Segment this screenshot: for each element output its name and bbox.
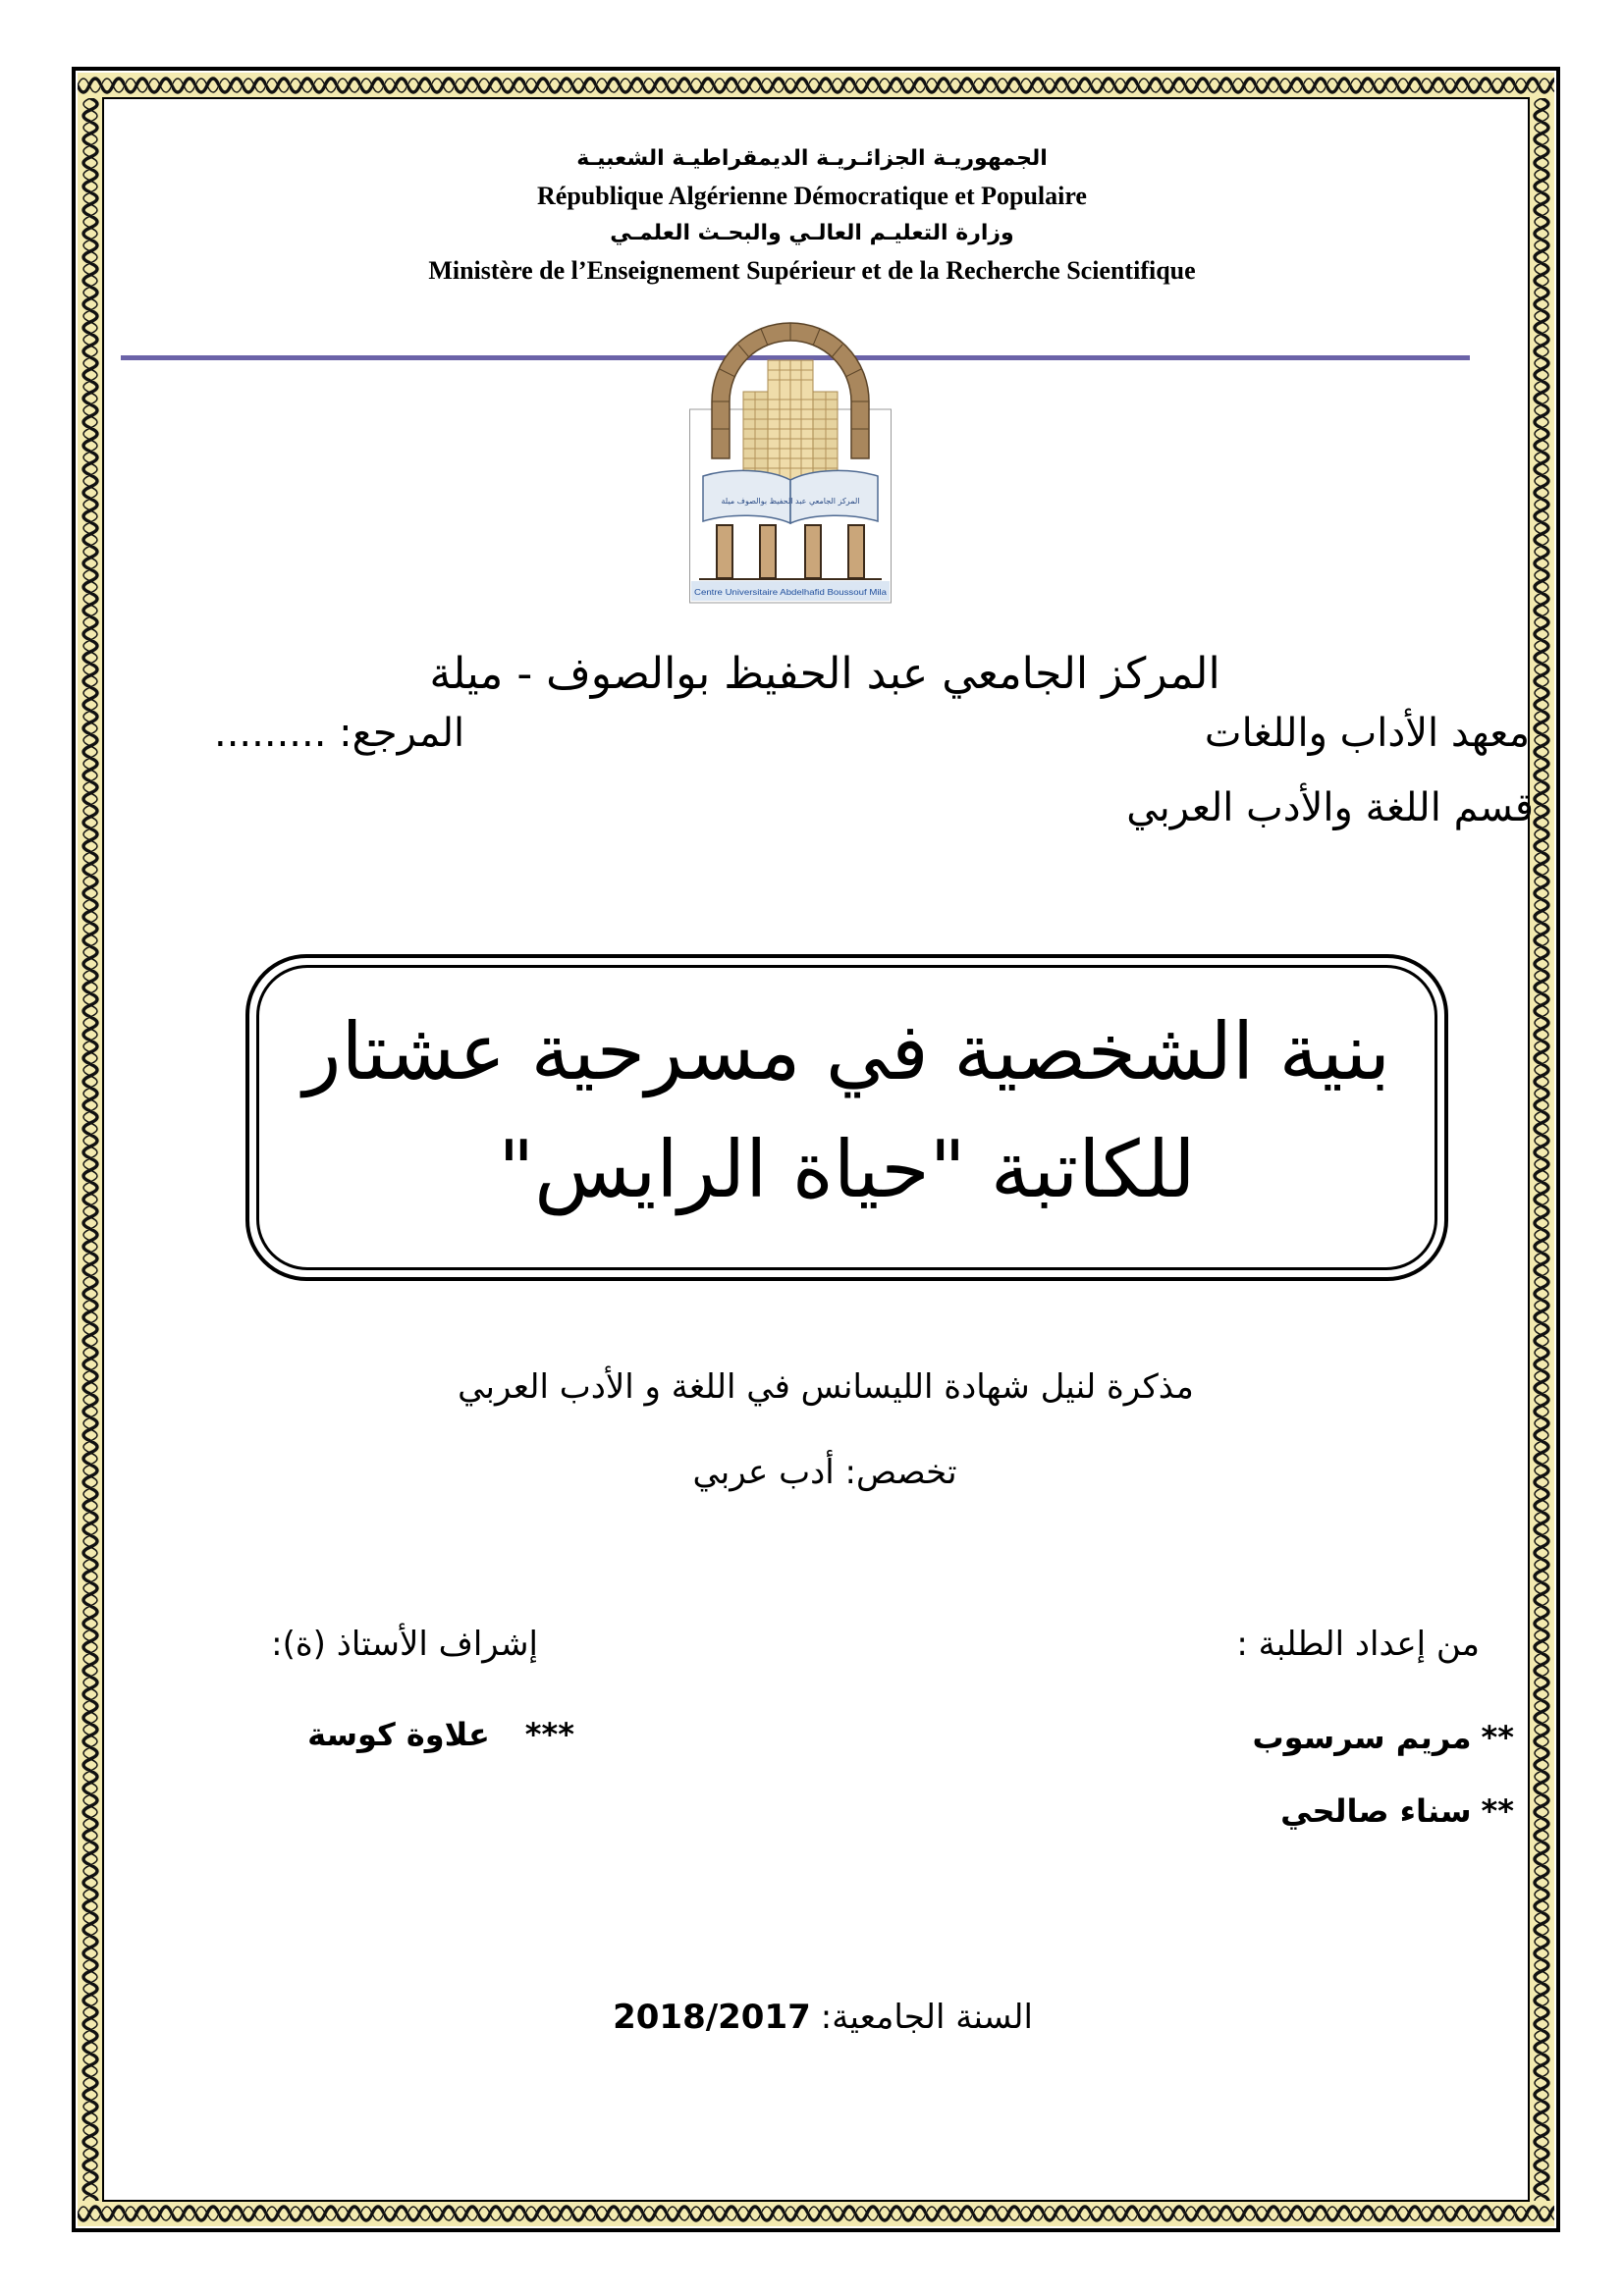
supervisor-label: إشراف الأستاذ (ة): <box>271 1625 538 1664</box>
academic-year-value: 2018/2017 <box>613 1998 811 2037</box>
logo-caption: Centre Universitaire Abdelhafid Boussouf Mila <box>694 587 888 597</box>
reference-number: المرجع: ......... <box>214 711 465 756</box>
logo-book-text: المركز الجامعي عبد الحفيظ بوالصوف ميلة <box>721 497 860 506</box>
department-name: قسم اللغة والأدب العربي <box>1126 785 1534 830</box>
ministry-name-arabic: وزارة التعليـم العالـي والبحـث العلمـي <box>610 221 1014 245</box>
academic-year <box>332 1996 1314 2039</box>
border-band-left <box>78 98 103 2201</box>
student-entry <box>1280 1791 1514 1831</box>
border-band-right <box>1529 98 1554 2201</box>
specialty: تخصص: أدب عربي <box>692 1453 957 1492</box>
university-center-name: المركز الجامعي عبد الحفيظ بوالصوف - ميلة <box>429 649 1220 699</box>
student-entry <box>1253 1718 1515 1757</box>
university-logo <box>689 321 892 604</box>
supervisor-name: علاوة كوسة <box>307 1716 490 1753</box>
border-band-top <box>78 73 1554 98</box>
student-marker: ** <box>1481 1719 1514 1756</box>
country-name-french: République Algérienne Démocratique et Populaire <box>537 182 1087 210</box>
supervisor-entry <box>307 1715 574 1754</box>
student-name: سناء صالحي <box>1280 1792 1472 1830</box>
institute-name: معهد الأداب واللغات <box>1204 711 1530 756</box>
ministry-name-french: Ministère de l’Enseignement Supérieur et de la Recherche Scientifique <box>428 256 1196 285</box>
degree-statement: مذكرة لنيل شهادة الليسانس في اللغة و الأدب العربي <box>458 1367 1194 1407</box>
student-name: مريم سرسوب <box>1252 1719 1472 1756</box>
students-label: من إعداد الطلبة : <box>1236 1625 1480 1664</box>
academic-year-label: السنة الجامعية: <box>820 1998 1033 2037</box>
supervisor-marker: *** <box>524 1716 574 1753</box>
country-name-arabic: الجمهوريـة الجزائـريـة الديمقراطيـة الشعبيـة <box>576 146 1048 171</box>
thesis-title-line-2: للكاتبة "حياة الرايس" <box>498 1124 1196 1215</box>
official-header <box>0 140 1624 290</box>
border-band-bottom <box>78 2201 1554 2226</box>
thesis-title-line-1: بنية الشخصية في مسرحية عشتار <box>302 1006 1391 1097</box>
student-marker: ** <box>1481 1792 1514 1830</box>
